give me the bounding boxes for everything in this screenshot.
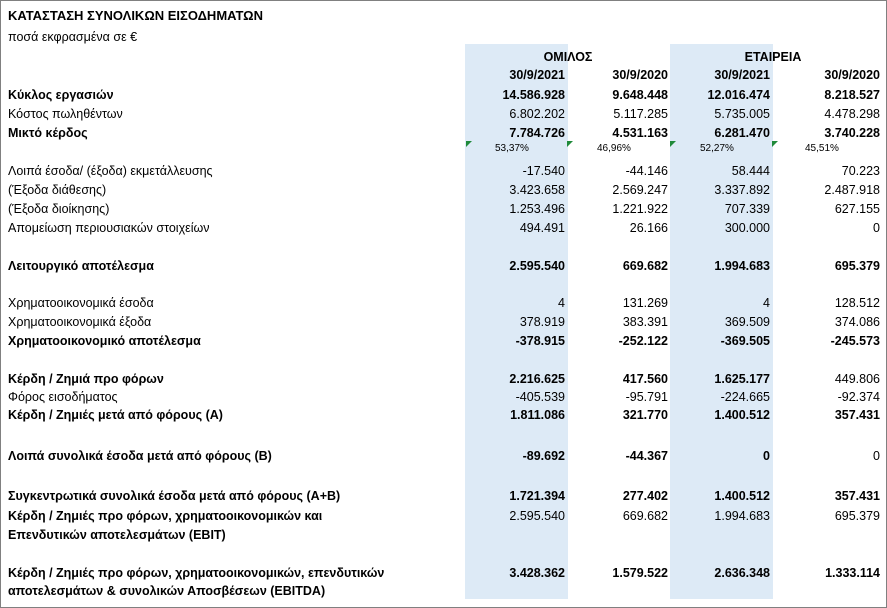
row-value: 1.221.922 xyxy=(612,202,668,216)
table-row xyxy=(0,449,887,468)
column-header: 30/9/2020 xyxy=(612,68,668,82)
row-value: 1.721.394 xyxy=(509,489,565,503)
row-label: Λειτουργικό αποτέλεσμα xyxy=(8,259,154,273)
row-value: 3.337.892 xyxy=(714,183,770,197)
row-value: 6.802.202 xyxy=(509,107,565,121)
cell-marker-icon xyxy=(466,141,472,147)
row-value: 14.586.928 xyxy=(502,88,565,102)
table-row xyxy=(0,107,887,126)
row-value: -92.374 xyxy=(837,390,880,404)
row-value: -369.505 xyxy=(720,334,770,348)
row-value: 2.569.247 xyxy=(612,183,668,197)
row-value: -17.540 xyxy=(522,164,565,178)
row-value: 378.919 xyxy=(519,315,565,329)
row-value: 1.333.114 xyxy=(825,566,880,580)
row-label: Κέρδη / Ζημιές μετά από φόρους (Α) xyxy=(8,408,223,422)
table-row xyxy=(0,296,887,315)
row-value: 669.682 xyxy=(622,259,668,273)
margin-percent: 46,96% xyxy=(597,143,631,154)
row-value: 494.491 xyxy=(519,221,565,235)
row-label: Κέρδη / Ζημιές προ φόρων, χρηματοοικονομικών και xyxy=(8,509,323,523)
row-value: 695.379 xyxy=(834,509,880,523)
row-value: 2.595.540 xyxy=(509,509,565,523)
row-value: 417.560 xyxy=(622,372,668,386)
row-label: Χρηματοοικονομικό αποτέλεσμα xyxy=(8,334,201,348)
row-value: 7.784.726 xyxy=(509,126,565,140)
row-value: 4 xyxy=(763,296,770,310)
table-row xyxy=(0,221,887,240)
row-label: Λοιπά συνολικά έσοδα μετά από φόρους (Β) xyxy=(8,449,272,463)
row-value: -89.692 xyxy=(522,449,565,463)
row-value: -245.573 xyxy=(830,334,880,348)
row-value: -224.665 xyxy=(720,390,770,404)
row-value: -378.915 xyxy=(515,334,565,348)
row-value: -405.539 xyxy=(515,390,565,404)
row-value: 2.636.348 xyxy=(714,566,770,580)
row-value: -252.122 xyxy=(618,334,668,348)
row-value: 300.000 xyxy=(724,221,770,235)
cell-marker-icon xyxy=(670,141,676,147)
row-label: Κέρδη / Ζημιά προ φόρων xyxy=(8,372,164,386)
row-value: 6.281.470 xyxy=(714,126,770,140)
row-value: 128.512 xyxy=(834,296,880,310)
row-value: 3.740.228 xyxy=(824,126,880,140)
row-value: 0 xyxy=(873,449,880,463)
row-value: 3.423.658 xyxy=(509,183,565,197)
table-row xyxy=(0,408,887,427)
column-header: 30/9/2020 xyxy=(824,68,880,82)
row-value: 26.166 xyxy=(629,221,668,235)
table-row xyxy=(0,509,887,547)
row-value: 0 xyxy=(763,449,770,463)
row-value: 1.400.512 xyxy=(714,408,770,422)
table-row xyxy=(0,489,887,508)
row-label: Κόστος πωληθέντων xyxy=(8,107,123,121)
table-row xyxy=(0,164,887,183)
row-value: 357.431 xyxy=(834,408,880,422)
table-row xyxy=(0,88,887,107)
row-value: 70.223 xyxy=(841,164,880,178)
row-label: Λοιπά έσοδα/ (έξοδα) εκμετάλλευσης xyxy=(8,164,213,178)
table-row xyxy=(0,390,887,409)
row-value: 1.994.683 xyxy=(714,259,770,273)
row-value: -95.791 xyxy=(625,390,668,404)
cell-marker-icon xyxy=(567,141,573,147)
row-value: 2.216.625 xyxy=(509,372,565,386)
row-value: -44.367 xyxy=(625,449,668,463)
row-value: 5.117.285 xyxy=(613,107,668,121)
company-header: ΕΤΑΙΡΕΙΑ xyxy=(744,50,802,64)
column-header: 30/9/2021 xyxy=(714,68,770,82)
group-header: ΟΜΙΛΟΣ xyxy=(543,50,593,64)
row-value: 1.253.496 xyxy=(509,202,565,216)
row-value: 1.625.177 xyxy=(714,372,770,386)
row-label: Κύκλος εργασιών xyxy=(8,88,114,102)
row-value: 374.086 xyxy=(834,315,880,329)
row-value: 707.339 xyxy=(724,202,770,216)
row-label: Φόρος εισοδήματος xyxy=(8,390,118,404)
row-label-continued: Επενδυτικών αποτελεσμάτων (EBIT) xyxy=(8,528,226,542)
row-value: 1.400.512 xyxy=(714,489,770,503)
row-label: Χρηματοοικονομικά έσοδα xyxy=(8,296,154,310)
row-value: 12.016.474 xyxy=(707,88,770,102)
row-value: 9.648.448 xyxy=(612,88,668,102)
row-value: 1.579.522 xyxy=(612,566,668,580)
row-value: 369.509 xyxy=(724,315,770,329)
table-row xyxy=(0,183,887,202)
row-label: (Έξοδα διάθεσης) xyxy=(8,183,107,197)
row-value: 321.770 xyxy=(622,408,668,422)
row-value: 3.428.362 xyxy=(509,566,565,580)
row-label: Απομείωση περιουσιακών στοιχείων xyxy=(8,221,210,235)
table-row xyxy=(0,334,887,353)
row-label: Κέρδη / Ζημιές προ φόρων, χρηματοοικονομικών, επενδυτικών xyxy=(8,566,385,580)
table-row xyxy=(0,372,887,391)
table-row xyxy=(0,259,887,278)
row-value: 669.682 xyxy=(622,509,668,523)
row-value: 1.994.683 xyxy=(714,509,770,523)
table-row xyxy=(0,202,887,221)
row-value: 5.735.005 xyxy=(714,107,770,121)
row-value: 2.487.918 xyxy=(824,183,880,197)
row-value: 4.478.298 xyxy=(824,107,880,121)
row-value: 2.595.540 xyxy=(509,259,565,273)
cell-marker-icon xyxy=(772,141,778,147)
margin-percent: 53,37% xyxy=(495,143,529,154)
row-value: 58.444 xyxy=(731,164,770,178)
row-value: 627.155 xyxy=(834,202,880,216)
row-value: 1.811.086 xyxy=(510,408,565,422)
row-value: 131.269 xyxy=(622,296,668,310)
row-label-continued: αποτελεσμάτων & συνολικών Αποσβέσεων (EBITDA) xyxy=(8,584,326,598)
table-row xyxy=(0,126,887,145)
row-label: Μικτό κέρδος xyxy=(8,126,88,140)
row-value: 0 xyxy=(873,221,880,235)
margin-percent: 52,27% xyxy=(700,143,734,154)
row-label: Συγκεντρωτικά συνολικά έσοδα μετά από φόρους (Α+Β) xyxy=(8,489,341,503)
row-value: 4 xyxy=(558,296,565,310)
currency-note: ποσά εκφρασμένα σε € xyxy=(8,30,138,44)
row-value: 449.806 xyxy=(834,372,880,386)
statement-title: ΚΑΤΑΣΤΑΣΗ ΣΥΝΟΛΙΚΩΝ ΕΙΣΟΔΗΜΑΤΩΝ xyxy=(8,8,263,23)
row-value: 4.531.163 xyxy=(612,126,668,140)
row-value: 383.391 xyxy=(622,315,668,329)
row-value: 357.431 xyxy=(834,489,880,503)
row-value: 277.402 xyxy=(622,489,668,503)
column-header: 30/9/2021 xyxy=(509,68,565,82)
row-label: Χρηματοοικονομικά έξοδα xyxy=(8,315,152,329)
row-value: 695.379 xyxy=(834,259,880,273)
row-value: -44.146 xyxy=(625,164,668,178)
row-label: (Έξοδα διοίκησης) xyxy=(8,202,110,216)
margin-percent: 45,51% xyxy=(805,143,839,154)
row-value: 8.218.527 xyxy=(824,88,880,102)
table-row xyxy=(0,566,887,604)
table-row xyxy=(0,315,887,334)
